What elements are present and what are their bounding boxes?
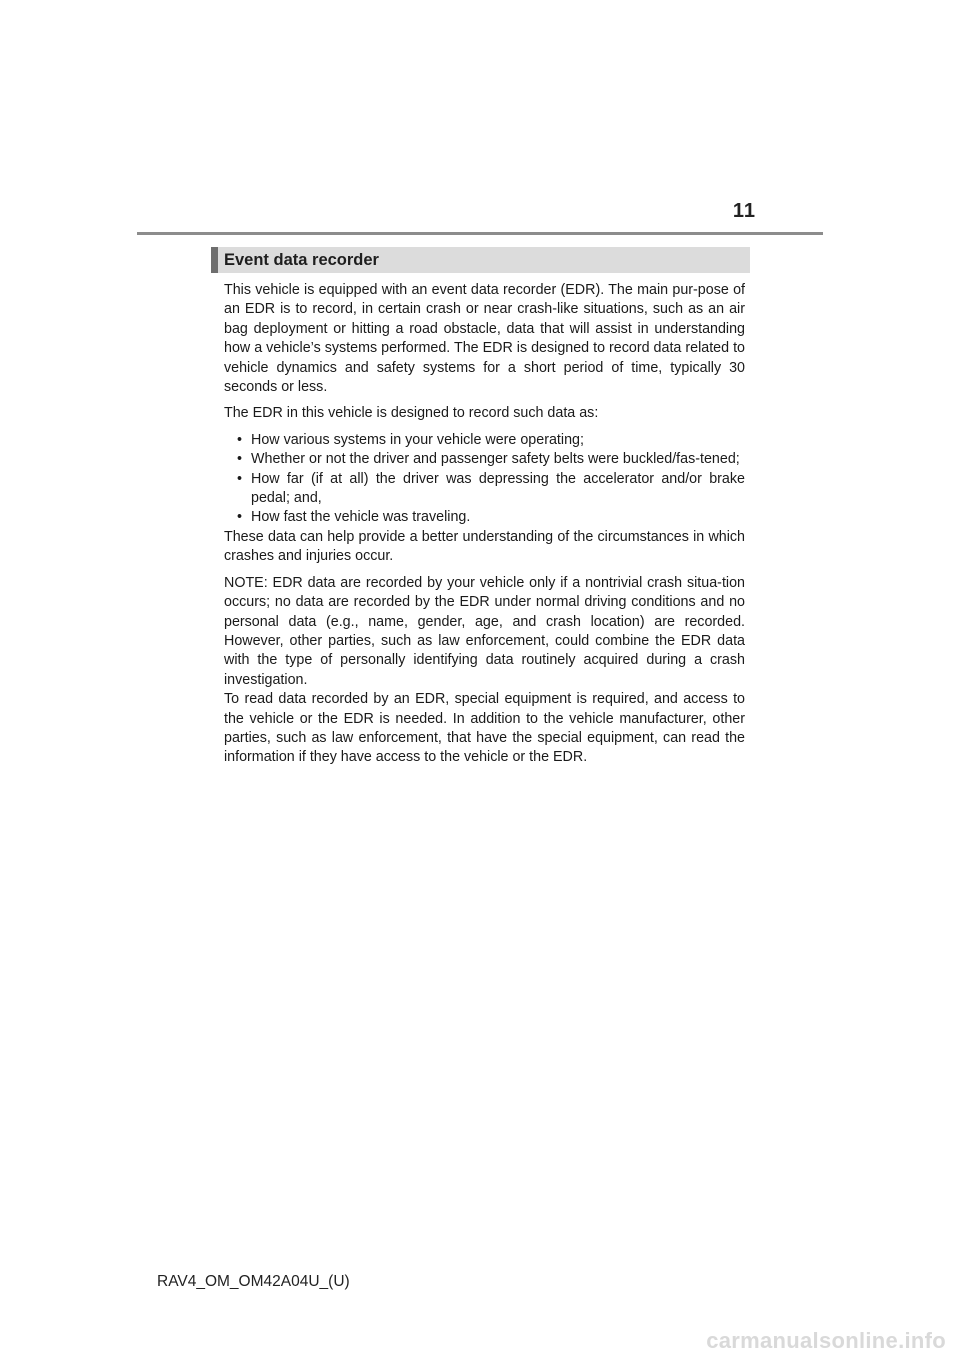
page-number: 11: [732, 200, 756, 222]
paragraph-understanding: These data can help provide a better understanding of the circumstances in which crashes and injuries occur.: [224, 528, 745, 565]
main-content: [224, 281, 745, 775]
paragraph-note: NOTE: EDR data are recorded by your vehicle only if a nontrivial crash situa-tion occurs; no data are recorded by the EDR under normal driving conditions and no personal data (e.g., name, gender, age, and crash location) are recorded. However, other parties, such as law enforcement, could combine the EDR data with the type of personally identifying data routinely acquired during a crash investigation.: [224, 574, 745, 688]
list-item: • How fast the vehicle was traveling.: [237, 508, 745, 527]
list-item: • How various systems in your vehicle were operating;: [237, 431, 745, 450]
list-item: • How far (if at all) the driver was depressing the accelerator and/or brake pedal; and,: [237, 470, 745, 509]
header-rule: [137, 232, 823, 235]
footer-doc-code: RAV4_OM_OM42A04U_(U): [157, 1273, 350, 1290]
bullet-list: [224, 431, 745, 528]
section-heading: Event data recorder: [211, 247, 750, 273]
watermark: carmanualsonline.info: [706, 1328, 946, 1353]
paragraph-intro: This vehicle is equipped with an event data recorder (EDR). The main pur-pose of an EDR is to record, in certain crash or near crash-like situations, such as an air bag deployment or hitting a road obstacle, data that will assist in understanding how a vehicle’s systems performed. The EDR is designed to record data related to vehicle dynamics and safety systems for a short period of time, typically 30 seconds or less.: [224, 282, 745, 396]
list-item: • Whether or not the driver and passenger safety belts were buckled/fas-tened;: [237, 450, 745, 469]
paragraph-access: To read data recorded by an EDR, special equipment is required, and access to the vehicle or the EDR is needed. In addition to the vehicle manufacturer, other parties, such as law enforcement, that have the special equipment, can read the information if they have access to the vehicle or the EDR.: [224, 691, 745, 766]
paragraph-data-list-intro: The EDR in this vehicle is designed to record such data as:: [224, 405, 599, 422]
